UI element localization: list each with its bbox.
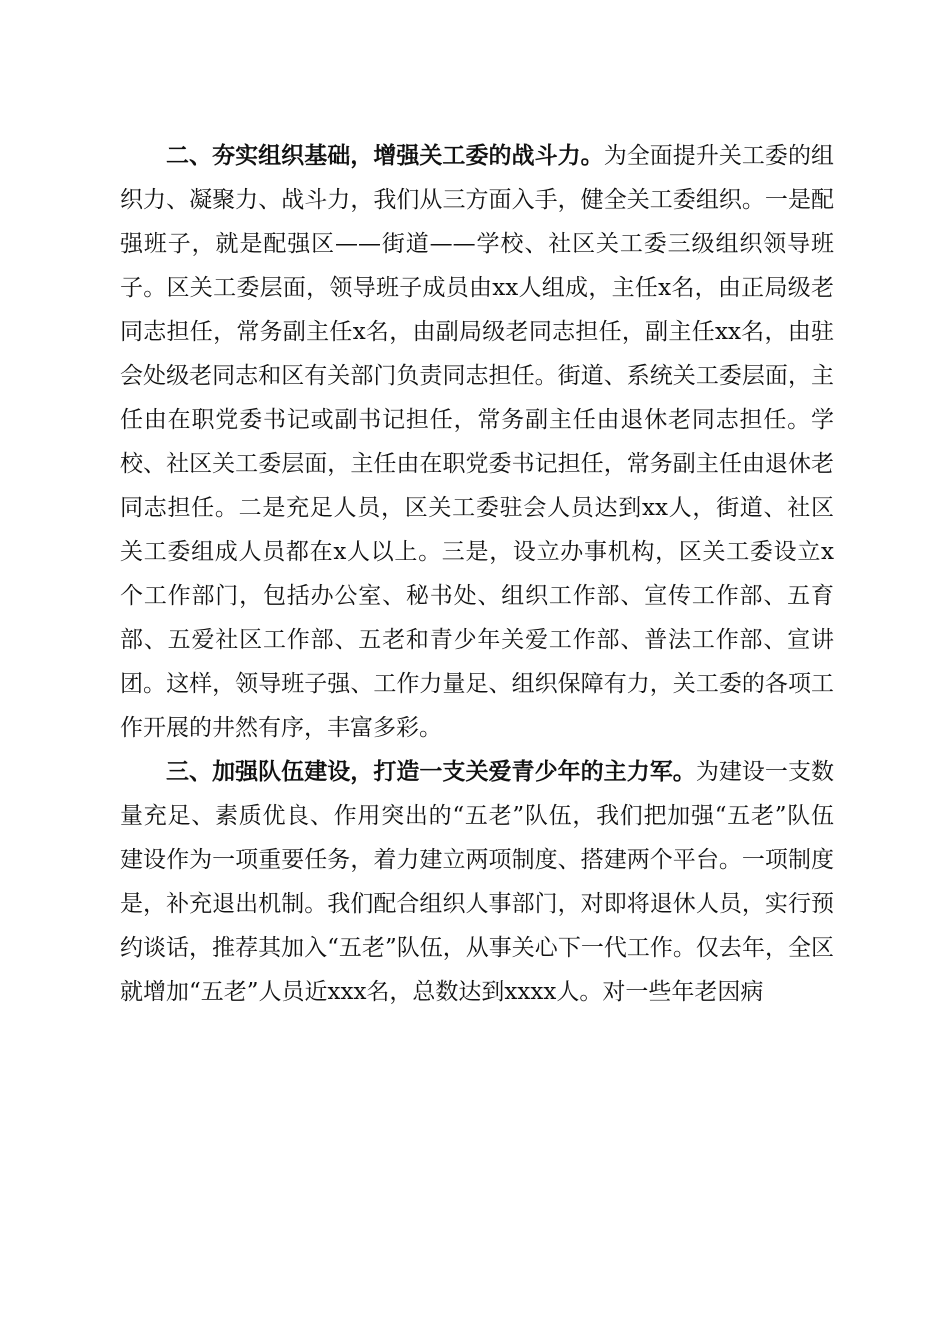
paragraph-text: 为建设一支数量充足、素质优良、作用突出的“五老”队伍，我们把加强“五老”队伍建设作为一项重要任务，着力建立两项制度、搭建两个平台。一项制度是，补充退出机制。我们配合组织人事部门，对即将退休人员，实行预约谈话，推荐其加入“五老”队伍，从事关心下一代工作。仅去年，全区就增加“五老”人员近xxx名，总数达到xxxx人。对一些年老因病 [120,759,835,1005]
paragraph-organization [120,134,834,750]
paragraph-team-building [120,750,834,1014]
document-body [120,134,834,1014]
paragraph-heading: 二、夯实组织基础，增强关工委的战斗力。 [166,143,604,169]
paragraph-heading: 三、加强队伍建设，打造一支关爱青少年的主力军。 [166,759,696,785]
paragraph-text: 为全面提升关工委的组织力、凝聚力、战斗力，我们从三方面入手，健全关工委组织。一是配强班子，就是配强区——街道——学校、社区关工委三级组织领导班子。区关工委层面，领导班子成员由xx人组成，主任x名，由正局级老同志担任，常务副主任x名，由副局级老同志担任，副主任xx名，由驻会处级老同志和区有关部门负责同志担任。街道、系统关工委层面，主任由在职党委书记或副书记担任，常务副主任由退休老同志担任。学校、社区关工委层面，主任由在职党委书记担任，常务副主任由退休老同志担任。二是充足人员，区关工委驻会人员达到xx人，街道、社区关工委组成人员都在x人以上。三是，设立办事机构，区关工委设立x个工作部门，包括办公室、秘书处、组织工作部、宣传工作部、五育部、五爱社区工作部、五老和青少年关爱工作部、普法工作部、宣讲团。这样，领导班子强、工作力量足、组织保障有力，关工委的各项工作开展的井然有序，丰富多彩。 [120,143,835,741]
